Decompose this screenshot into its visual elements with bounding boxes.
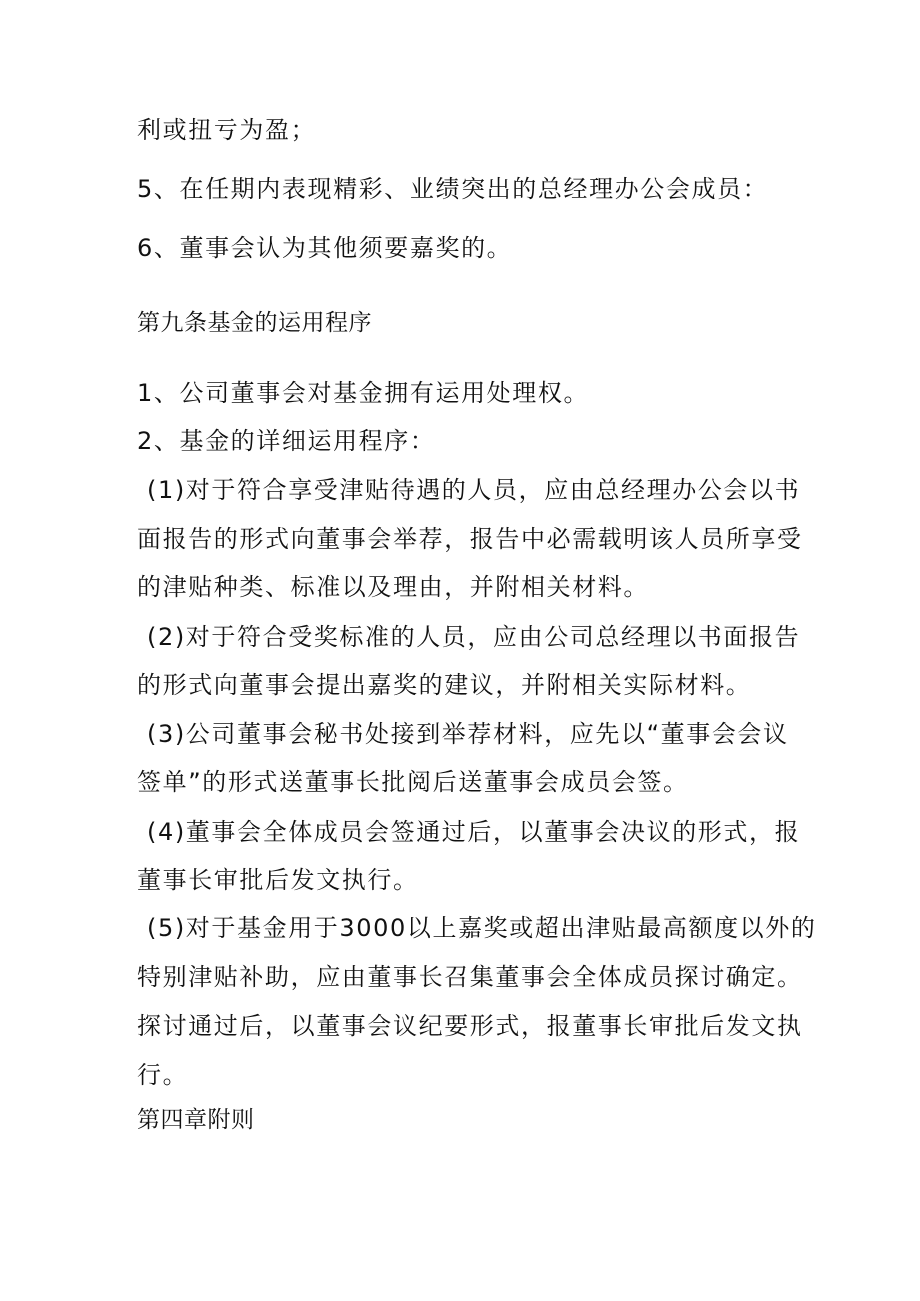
text-line-sub-3-cont: 签单”的形式送董事长批阅后送董事会成员会签。 bbox=[137, 768, 689, 796]
text-line-sub-5: (5)对于基金用于3000以上嘉奖或超出津贴最高额度以外的 bbox=[147, 914, 817, 942]
text-line-sub-2-cont: 的形式向董事会提出嘉奖的建议，并附相关实际材料。 bbox=[137, 671, 752, 699]
section-heading-article-9: 第九条基金的运用程序 bbox=[137, 310, 372, 336]
text-line-item-1: 1、公司董事会对基金拥有运用处理权。 bbox=[137, 379, 590, 407]
text-line-sub-1-cont: 面报告的形式向董事会举荐，报告中必需载明该人员所享受 bbox=[137, 525, 803, 553]
text-line-sub-2: (2)对于符合受奖标准的人员，应由公司总经理以书面报告 bbox=[147, 623, 801, 651]
text-line-item-6: 6、董事会认为其他须要嘉奖的。 bbox=[137, 234, 513, 262]
text-line-item-5: 5、在任期内表现精彩、业绩突出的总经理办公会成员： bbox=[137, 175, 769, 203]
text-line-sub-5-cont: 行。 bbox=[137, 1061, 189, 1089]
text-line-item-2: 2、基金的详细运用程序： bbox=[137, 427, 436, 455]
text-line-sub-5-cont: 特别津贴补助，应由董事长召集董事会全体成员探讨确定。 bbox=[137, 963, 803, 991]
text-line-sub-4-cont: 董事长审批后发文执行。 bbox=[137, 866, 419, 894]
chapter-heading-4: 第四章附则 bbox=[137, 1107, 255, 1133]
text-line-sub-1-cont: 的津贴种类、标准以及理由，并附相关材料。 bbox=[137, 573, 649, 601]
text-line-sub-3: (3)公司董事会秘书处接到举荐材料，应先以“董事会会议 bbox=[147, 720, 789, 748]
text-line-sub-4: (4)董事会全体成员会签通过后，以董事会决议的形式，报 bbox=[147, 818, 801, 846]
text-line-continuation: 利或扭亏为盈； bbox=[137, 116, 317, 144]
text-line-sub-5-cont: 探讨通过后，以董事会议纪要形式，报董事长审批后发文执 bbox=[137, 1012, 803, 1040]
text-line-sub-1: (1)对于符合享受津贴待遇的人员，应由总经理办公会以书 bbox=[147, 476, 801, 504]
